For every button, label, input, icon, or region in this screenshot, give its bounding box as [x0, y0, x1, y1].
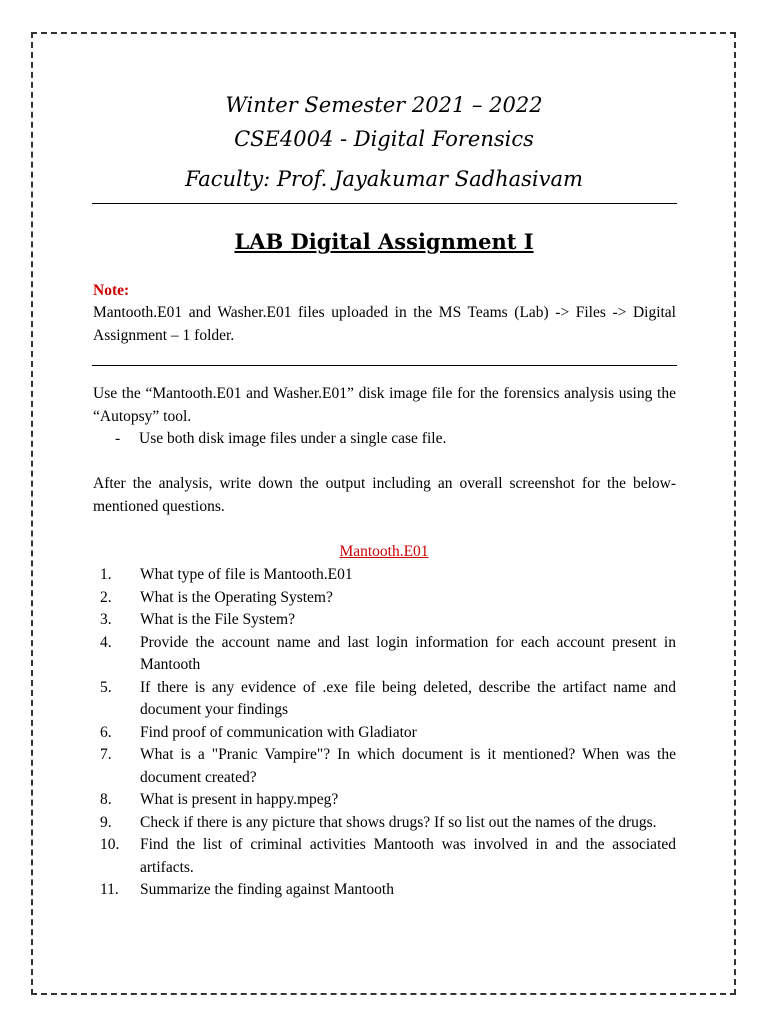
question-text: What is present in happy.mpeg?	[140, 791, 339, 808]
instructions-after: After the analysis, write down the output including an overall screenshot for the below-mentioned questions.	[93, 475, 676, 515]
list-item	[100, 812, 676, 835]
section-title: Mantooth.E01	[339, 543, 429, 560]
instruction-bullet	[115, 428, 675, 451]
list-item	[100, 677, 676, 722]
question-number: 6.	[100, 723, 112, 741]
list-item	[100, 879, 676, 902]
semester-heading: Winter Semester 2021 – 2022	[225, 93, 543, 117]
page-title: LAB Digital Assignment I	[234, 229, 534, 254]
list-item	[100, 789, 676, 812]
question-list	[100, 564, 676, 902]
question-number: 11.	[100, 881, 119, 898]
faculty-heading: Faculty: Prof. Jayakumar Sadhasivam	[185, 167, 583, 191]
question-number: 5.	[100, 678, 112, 696]
note-label: Note:	[93, 282, 130, 299]
divider-middle	[92, 365, 677, 366]
note-body: Mantooth.E01 and Washer.E01 files uploaded in the MS Teams (Lab) -> Files -> Digital Assignment – 1 folder.	[93, 304, 676, 344]
question-number: 3.	[100, 611, 112, 628]
question-text: Find the list of criminal activities Mantooth was involved in and the associated artifacts.	[140, 836, 676, 876]
list-item	[100, 609, 676, 632]
question-text: Find proof of communication with Gladiator	[140, 723, 417, 741]
bullet-text: Use both disk image files under a single case file.	[139, 430, 447, 447]
question-text: If there is any evidence of .exe file being deleted, describe the artifact name and document your findings	[140, 678, 676, 718]
question-number: 10.	[100, 836, 120, 853]
question-number: 7.	[100, 746, 112, 763]
question-text: Summarize the finding against Mantooth	[140, 881, 394, 898]
question-number: 1.	[100, 566, 112, 583]
list-item	[100, 587, 676, 610]
question-text: What is the Operating System?	[140, 588, 333, 606]
list-item	[100, 834, 676, 879]
course-heading: CSE4004 - Digital Forensics	[234, 127, 534, 151]
list-item	[100, 744, 676, 789]
question-text: What is the File System?	[140, 611, 295, 628]
instructions-intro: Use the “Mantooth.E01 and Washer.E01” disk image file for the forensics analysis using the “Autopsy” tool.	[93, 385, 676, 425]
bullet-dash: -	[115, 430, 121, 447]
question-number: 4.	[100, 633, 112, 651]
question-number: 8.	[100, 791, 112, 808]
question-number: 2.	[100, 588, 112, 606]
list-item	[100, 564, 676, 587]
question-text: What type of file is Mantooth.E01	[140, 566, 353, 583]
list-item	[100, 632, 676, 677]
question-text: Check if there is any picture that shows drugs? If so list out the names of the drugs.	[140, 813, 657, 831]
question-number: 9.	[100, 813, 112, 831]
question-text: Provide the account name and last login information for each account present in Mantooth	[140, 633, 676, 673]
divider-top	[92, 203, 677, 204]
question-text: What is a "Pranic Vampire"? In which document is it mentioned? When was the document created?	[140, 746, 676, 786]
list-item	[100, 722, 676, 745]
